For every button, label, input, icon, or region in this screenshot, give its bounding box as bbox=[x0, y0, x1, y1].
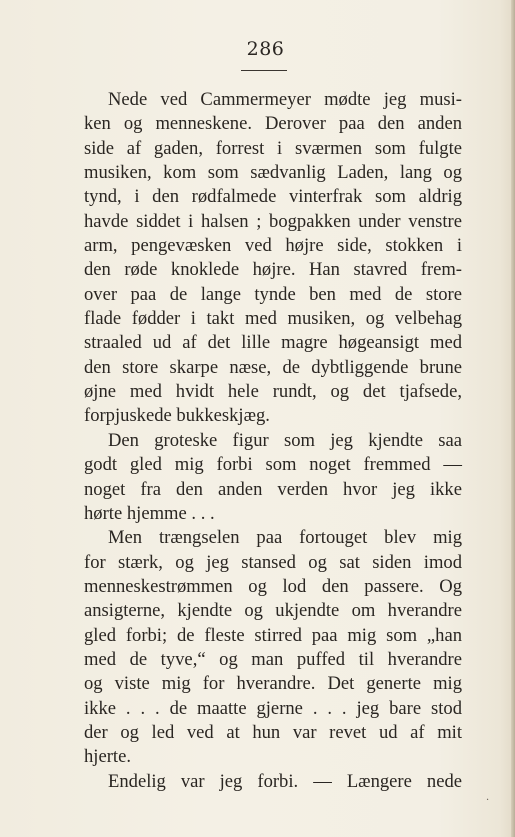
text-line: og viste mig for hverandre. Det generte mig bbox=[84, 673, 462, 695]
page-number-rule bbox=[241, 70, 287, 71]
text-line: menneskestrømmen og lod den passere. Og bbox=[84, 575, 462, 597]
body-text bbox=[84, 88, 462, 794]
page-edge-shadow bbox=[511, 0, 515, 837]
text-line: gled forbi; de fleste stirred paa mig som „han bbox=[84, 624, 462, 646]
margin-mark: · bbox=[486, 795, 490, 806]
text-line: musiken, kom som sædvanlig Laden, lang og bbox=[84, 162, 462, 184]
text-line: over paa de lange tynde ben med de store bbox=[84, 283, 462, 305]
text-line: med de tyve,“ og man puffed til hverandre bbox=[84, 648, 462, 670]
text-line: den store skarpe næse, de dybtliggende brune bbox=[84, 356, 462, 378]
text-line: for stærk, og jeg stansed og sat siden imod bbox=[84, 551, 462, 573]
text-line: den røde knoklede højre. Han stavred frem- bbox=[84, 259, 462, 281]
text-line: godt gled mig forbi som noget fremmed — bbox=[84, 454, 462, 476]
text-line: flade fødder i takt med musiken, og velbehag bbox=[84, 308, 462, 330]
text-line: der og led ved at hun var revet ud af mit bbox=[84, 721, 462, 743]
text-line: side af gaden, forrest i sværmen som fulgte bbox=[84, 137, 462, 159]
page-number: 286 bbox=[246, 38, 285, 60]
text-line: ikke . . . de maatte gjerne . . . jeg bare stod bbox=[84, 697, 462, 719]
text-line: straaled ud af det lille magre høgeansigt med bbox=[84, 332, 462, 354]
text-line: Endelig var jeg forbi. — Længere nede bbox=[108, 770, 462, 792]
text-line: forpjuskede bukkeskjæg. bbox=[84, 405, 270, 427]
text-line: hørte hjemme . . . bbox=[84, 502, 215, 524]
text-line: ansigterne, kjendte og ukjendte om hverandre bbox=[84, 600, 462, 622]
text-line: Den groteske figur som jeg kjendte saa bbox=[108, 429, 462, 451]
text-line: noget fra den anden verden hvor jeg ikke bbox=[84, 478, 462, 500]
text-line: havde siddet i halsen ; bogpakken under venstre bbox=[84, 210, 462, 232]
text-line: Nede ved Cammermeyer mødte jeg musi- bbox=[108, 89, 462, 110]
text-line: øjne med hvidt hele rundt, og det tjafsede, bbox=[84, 381, 462, 403]
text-line: tynd, i den rødfalmede vinterfrak som aldrig bbox=[84, 186, 462, 208]
text-line: ken og menneskene. Derover paa den anden bbox=[84, 113, 462, 135]
text-line: arm, pengevæsken ved højre side, stokken i bbox=[84, 235, 462, 257]
text-line: hjerte. bbox=[84, 746, 131, 768]
text-line: Men trængselen paa fortouget blev mig bbox=[108, 527, 462, 549]
